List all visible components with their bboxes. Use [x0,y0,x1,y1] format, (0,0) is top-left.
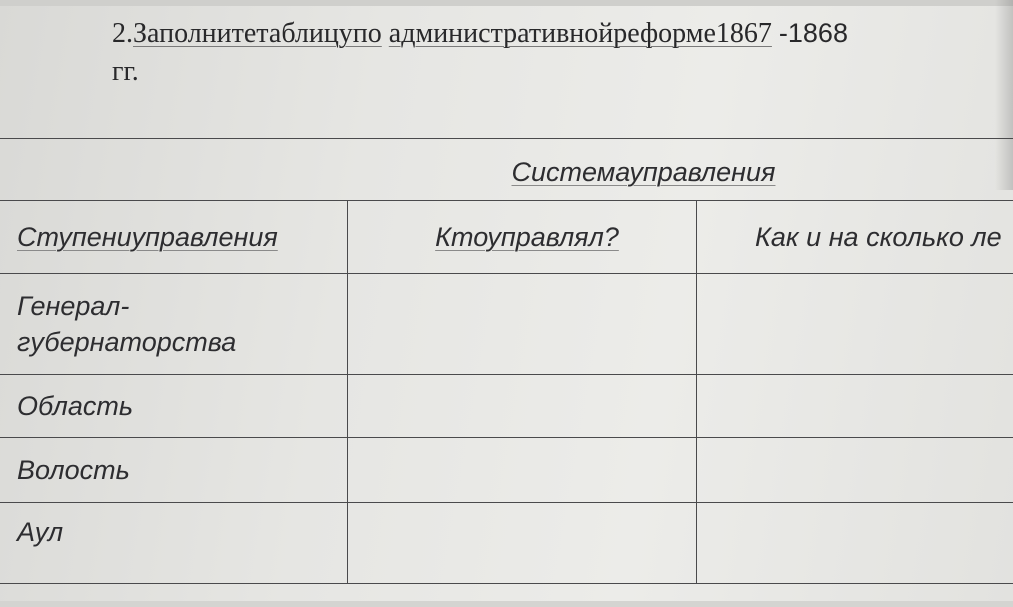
paper-bottom-edge [0,601,1013,607]
row-label-volost: Волость [0,438,348,503]
row-label-aul: Аул [0,503,348,584]
table-row [0,274,1013,375]
task-text-line2: гг. [112,56,139,87]
task-text-part2: административнойреформе1867 [388,18,772,49]
column-header-levels [0,201,348,274]
table-row [0,438,1013,503]
answer-cell-how[interactable] [697,438,1013,503]
answer-cell-how[interactable] [697,274,1013,375]
table-row [0,375,1013,438]
row-label-governorate [0,274,348,375]
column-header-how-label: Как и на сколько ле [755,221,1002,252]
table-merged-header-row [0,139,1013,201]
answer-cell-how[interactable] [697,503,1013,584]
row-label-oblast: Область [0,375,348,438]
answer-cell-who[interactable] [348,375,697,438]
task-text-part3: -1868 [778,18,848,48]
table-merged-header-cell [0,139,1013,201]
task-text-part1: Заполнитетаблицупо [133,18,382,49]
answer-cell-who[interactable] [348,438,697,503]
task-heading [112,14,992,91]
row-label-line1: Генерал- [17,291,130,321]
row-label-line2: губернаторства [17,327,237,357]
column-header-levels-label: Ступениуправления [17,221,278,252]
worksheet-table [0,138,1013,584]
answer-cell-who[interactable] [348,503,697,584]
column-header-how [697,201,1013,274]
column-header-who [348,201,697,274]
answer-cell-who[interactable] [348,274,697,375]
merged-header-label: Системауправления [511,157,776,187]
table-row [0,503,1013,584]
task-number: 2. [112,18,133,49]
answer-cell-how[interactable] [697,375,1013,438]
paper-top-edge [0,0,1013,6]
table-header-row [0,201,1013,274]
column-header-who-label: Ктоуправлял? [435,221,619,252]
